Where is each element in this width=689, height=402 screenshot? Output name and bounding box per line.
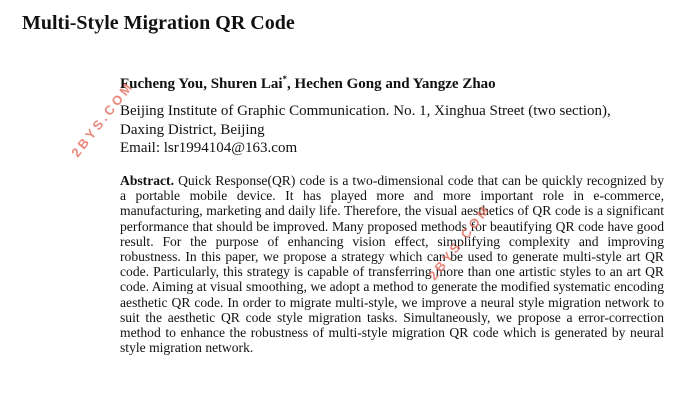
author-list [120,75,496,94]
corresponding-author-mark: * [282,74,288,84]
paper-title: Multi-Style Migration QR Code [22,12,295,34]
abstract-body: Quick Response(QR) code is a two-dimensional code that can be quickly recognized by a portable mobile device. It has played more and more important role in e-commerce, manufacturing, marketing and daily life. Therefore, the visual aesthetics of QR code is a significant performance that should be improved. Many proposed methods for beautifying QR code have good result. For the purpose of enhancing vision effect, simplifying complexity and improving robustness. In this paper, we propose a strategy which can be used to generate multi-style art QR code. Particularly, this strategy is capable of transferring more than one artistic styles to an art QR code. Aiming at visual smoothing, we adopt a method to generate the modified systematic encoding aesthetic QR code. In order to migrate multi-style, we improve a neural style migration network to suit the aesthetic QR code style migration tasks. Simultaneously, we propose a error-correction method to enhance the robustness of multi-style migration QR code which is generated by neural style migration network. [120,173,665,356]
authors-first: Fucheng You, Shuren Lai [120,76,283,92]
affiliation-line-2: Daxing District, Beijing [120,121,265,138]
watermark: 2BYS.COM [68,78,137,160]
abstract [120,173,664,355]
abstract-label: Abstract. [120,173,174,188]
affiliation-block [120,102,680,158]
authors-rest: , Hechen Gong and Yangze Zhao [287,76,496,92]
affiliation-line-1: Beijing Institute of Graphic Communication. No. 1, Xinghua Street (two section), [120,103,611,119]
author-email: Email: lsr1994104@163.com [120,140,298,156]
watermark: 2BYS.COM [425,201,494,283]
